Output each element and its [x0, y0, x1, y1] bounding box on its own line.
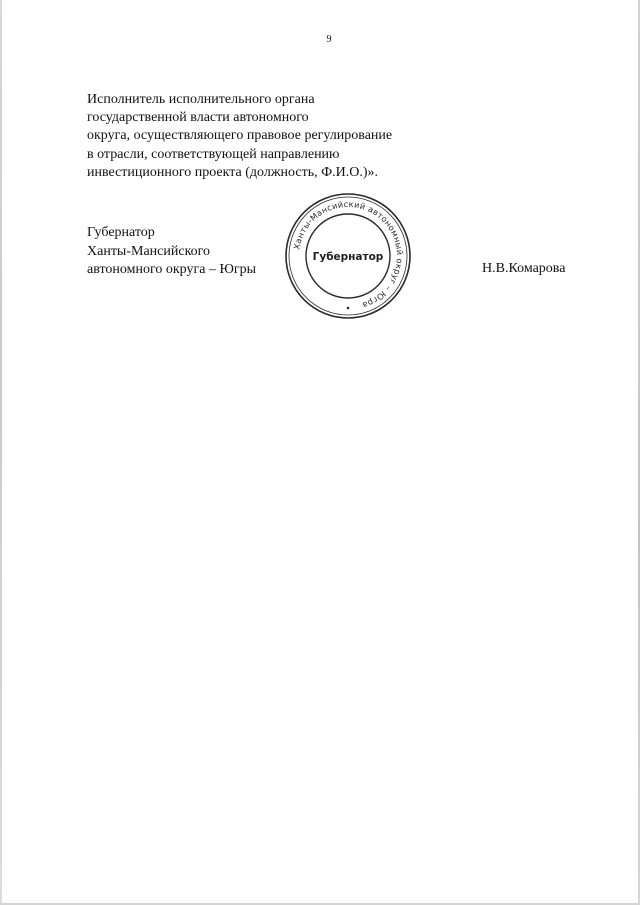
executor-line: Исполнитель исполнительного органа [87, 92, 315, 107]
position-line: Губернатор [87, 225, 155, 240]
position-line: Ханты-Мансийского [87, 243, 211, 259]
executor-line: округа, осуществляющего правовое регулирование [87, 128, 393, 144]
position-line: автономного округа – Югры [87, 262, 256, 278]
seal-graphic [283, 191, 413, 321]
signatory-position [87, 224, 256, 280]
scan-edge-left [0, 0, 2, 905]
svg-text:Ханты-Мансийский автономный ок: Ханты-Мансийский автономный округ – Югра [291, 198, 406, 311]
svg-text:Губернатор: Губернатор [312, 251, 384, 263]
signatory-name: Н.В.Комарова [482, 261, 566, 276]
executor-line: инвестиционного проекта (должность, Ф.И.О.)». [87, 164, 379, 180]
official-seal-stamp [283, 191, 413, 321]
executor-line: государственной власти автономного [87, 110, 309, 126]
executor-note [87, 91, 447, 182]
executor-line: в отрасли, соответствующей направлению [87, 146, 340, 162]
page-number: 9 [326, 34, 332, 45]
